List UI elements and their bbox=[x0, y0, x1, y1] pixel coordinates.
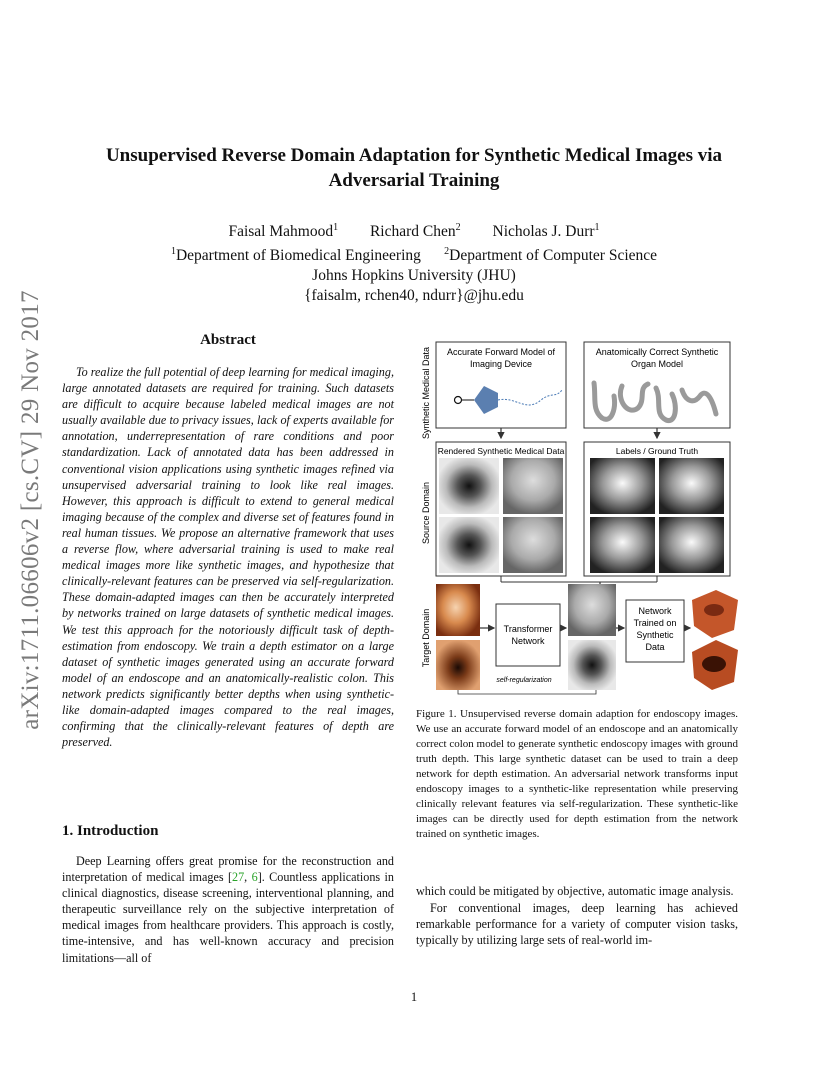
synthetic-image bbox=[503, 517, 563, 573]
section-heading-introduction: 1. Introduction bbox=[62, 823, 159, 839]
author-2: Richard Chen$^2$ bbox=[369, 222, 461, 241]
transformer-label: Network bbox=[511, 636, 545, 646]
transformer-network-box bbox=[496, 604, 560, 666]
intro-paragraph: Deep Learning offers great promise for the reconstruction and interpretation of medical images [27, 6]. Countless applications in clinical diagnostics, disease screening, interventional planning, and therapeutic surveillance rely on the subjective interpretation of medical images from healthcare providers. This approach is costly, time-intensive, and has well-known accuracy and precision limitations—all of bbox=[62, 854, 394, 965]
svg-text:Synthetic Medical Data: Synthetic Medical Data bbox=[421, 346, 431, 440]
affiliation-2: $^2$Department of Computer Science bbox=[444, 246, 658, 265]
depth-map bbox=[659, 458, 724, 514]
affiliation-1: $^1$Department of Biomedical Engineering bbox=[170, 246, 421, 265]
self-regularization-label: self-regularization bbox=[496, 677, 552, 684]
right-column-text bbox=[416, 883, 738, 948]
depth-surface-render bbox=[692, 640, 738, 690]
paper-title: Unsupervised Reverse Domain Adaptation for Synthetic Medical Images via Adversarial Training bbox=[105, 145, 723, 191]
svg-text:Target Domain: Target Domain bbox=[421, 608, 431, 668]
author-1: Faisal Mahmood$^1$ bbox=[228, 222, 339, 241]
abstract-heading: Abstract bbox=[200, 332, 256, 348]
depth-surface-render bbox=[692, 590, 738, 638]
arxiv-stamp: arXiv:1711.06606v2 [cs.CV] 29 Nov 2017 bbox=[17, 290, 44, 730]
forward-model-label: Accurate Forward Model of bbox=[446, 347, 556, 357]
depth-map bbox=[659, 517, 724, 573]
rendered-synthetic-label: Rendered Synthetic Medical Data bbox=[437, 446, 565, 456]
author-block bbox=[80, 218, 748, 306]
organ-model-label: Anatomically Correct Synthetic bbox=[595, 347, 719, 357]
author-3: Nicholas J. Durr$^1$ bbox=[492, 222, 600, 241]
citation-link[interactable]: 6 bbox=[251, 870, 258, 885]
network-label: Synthetic bbox=[636, 630, 674, 640]
real-endoscopy-image bbox=[436, 640, 480, 690]
author-line bbox=[80, 218, 748, 242]
side-label-synthetic bbox=[421, 347, 431, 439]
network-label: Network bbox=[638, 606, 672, 616]
citation-link[interactable]: 27 bbox=[232, 870, 245, 885]
synthetic-like-image bbox=[568, 640, 616, 690]
synthetic-like-image bbox=[568, 584, 616, 636]
intro-continued-paragraph: which could be mitigated by objective, automatic image analysis. bbox=[416, 884, 734, 898]
depth-map bbox=[590, 517, 655, 573]
network-label: Trained on bbox=[633, 618, 677, 628]
figure-1 bbox=[416, 338, 738, 698]
network-label: Data bbox=[645, 642, 665, 652]
affiliation-line bbox=[80, 242, 748, 266]
intro-paragraph-2: For conventional images, deep learning has achieved remarkable performance for a variety of computer vision tasks, typically by utilizing large sets of real-world im- bbox=[416, 901, 738, 948]
side-label-target bbox=[421, 609, 431, 668]
svg-text:Source Domain: Source Domain bbox=[421, 481, 431, 545]
abstract-text: To realize the full potential of deep learning for medical imaging, large annotated datasets are required for training. Such datasets are difficult to acquire because labeled medical images are not usually available due to privacy issues, lack of experts available for annotation, underrepresentation of rare conditions and poor standardization. Lack of annotated data has been addressed in conventional vision applications using synthetic images refined via unsupervised adversarial training to look like real images. However, this approach is difficult to extend to general medical imaging because of the complex and diverse set of features found in real human tissues. We propose an alternative framework that uses a reverse flow, where adversarial training is used to make real medical images more like synthetic images, and hypothesize that clinically-relevant features can be preserved via self-regularization. These domain-adapted images can then be accurately interpreted by networks trained on large datasets of synthetic medical images. We test this approach for the notoriously difficult task of depth-estimation from endoscopy. We train a depth estimator on a large dataset of synthetic images generated using an accurate forward model of an endoscope and an anatomically-realistic colon. This network predicts significantly better depths when using synthetic-like domain-adapted images compared to the real images, confirming that the clinically-relevant features of depth are preserved. bbox=[62, 365, 394, 750]
organ-model-label: Organ Model bbox=[630, 359, 684, 369]
labels-label: Labels / Ground Truth bbox=[615, 446, 699, 456]
synthetic-image bbox=[439, 458, 499, 514]
synthetic-image bbox=[439, 517, 499, 573]
depth-map bbox=[590, 458, 655, 514]
real-endoscopy-image bbox=[436, 584, 480, 636]
figure-diagram bbox=[416, 338, 738, 698]
transformer-label: Transformer bbox=[503, 624, 553, 634]
email: {faisalm, rchen40, ndurr}@jhu.edu bbox=[304, 287, 524, 305]
figure-caption: Figure 1. Unsupervised reverse domain adaption for endoscopy images. We use an accurate forward model of an endoscope and an anatomically correct colon model to generate synthetic endoscopy images with ground truth depth. This large synthetic dataset can be used to train a deep network for depth estimation. An adversarial network transforms input endoscopy images to a synthetic-like representation while preserving clinically relevant features via self-regularization. These synthetic-like images can be directly used for depth estimation from the network trained on synthetic images. bbox=[416, 708, 738, 840]
page-number: 1 bbox=[410, 990, 418, 1004]
forward-model-label: Imaging Device bbox=[469, 359, 533, 369]
synthetic-image bbox=[503, 458, 563, 514]
university: Johns Hopkins University (JHU) bbox=[312, 267, 516, 285]
side-label-source bbox=[421, 482, 431, 544]
